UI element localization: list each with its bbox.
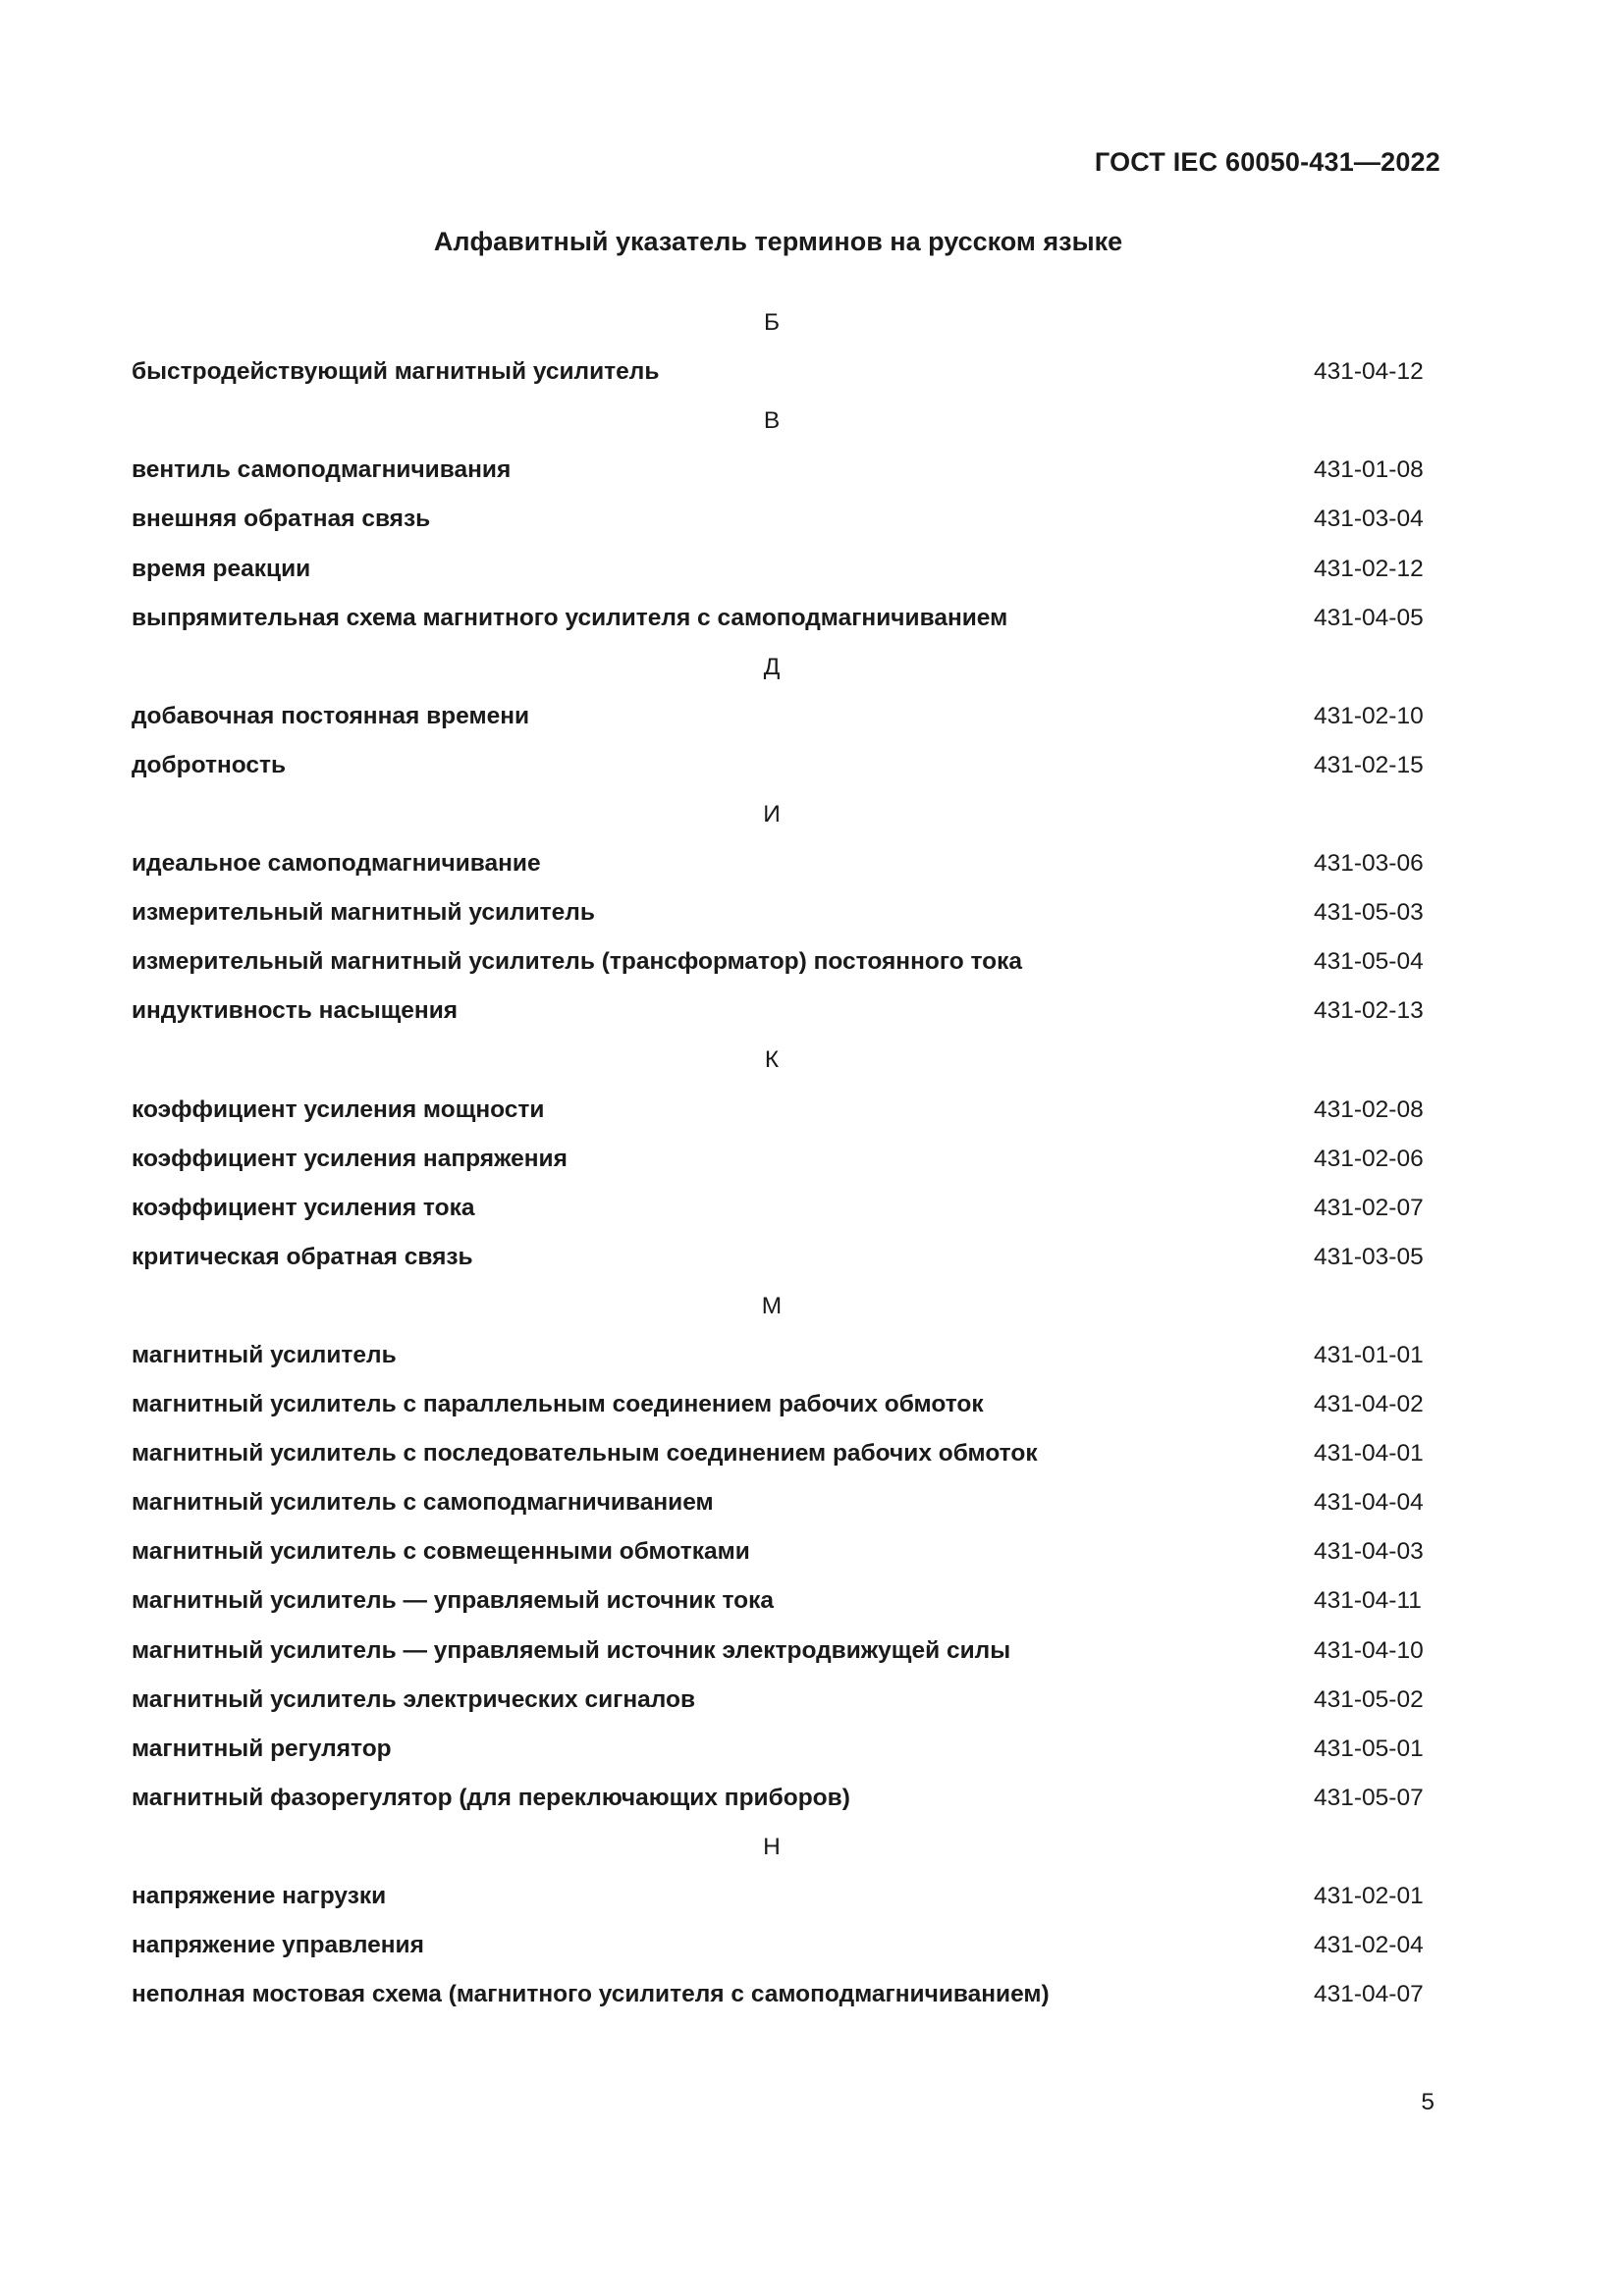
term-name: вентиль самоподмагничивания [132,456,512,484]
term-name: индуктивность насыщения [132,997,459,1025]
page-title: Алфавитный указатель терминов на русском языке [433,227,1123,256]
term-name: магнитный усилитель с совмещенными обмотками [132,1538,750,1566]
term-name: измерительный магнитный усилитель (трансформатор) постоянного тока [132,948,1023,976]
term-name: магнитный регулятор [132,1735,392,1762]
term-code: 431-05-01 [1314,1735,1424,1762]
term-name: напряжение нагрузки [132,1883,387,1910]
index-entry [132,1380,1428,1429]
term-name: быстродействующий магнитный усилитель [132,358,660,386]
term-code: 431-05-02 [1314,1685,1424,1713]
index-entry [132,1676,1428,1725]
term-code: 431-03-06 [1314,850,1424,878]
term-code: 431-04-07 [1314,1981,1424,2008]
term-code: 431-04-03 [1314,1538,1424,1566]
term-name: магнитный усилитель с самоподмагничиванием [132,1489,714,1517]
section-letter: Д [763,653,781,680]
term-code: 431-02-08 [1314,1095,1424,1123]
term-name: коэффициент усиления мощности [132,1095,545,1123]
term-name: магнитный усилитель — управляемый источник тока [132,1587,774,1615]
index-entry [132,1135,1428,1184]
index-entry [132,495,1428,544]
term-name: магнитный усилитель электрических сигналов [132,1685,696,1713]
index-entry [132,1527,1428,1576]
term-code: 431-03-04 [1314,506,1424,533]
term-code: 431-04-05 [1314,604,1424,631]
section-letter: И [763,800,781,828]
section-letter: М [761,1292,783,1319]
index-entry [132,446,1428,495]
term-code: 431-05-03 [1314,899,1424,927]
term-name: время реакции [132,555,311,582]
index-entry [132,1872,1428,1921]
term-name: добавочная постоянная времени [132,702,530,729]
index-entry [132,1086,1428,1135]
term-name: критическая обратная связь [132,1243,473,1270]
term-code: 431-02-07 [1314,1194,1424,1221]
term-code: 431-04-02 [1314,1391,1424,1418]
index-entry [132,1970,1428,2019]
term-code: 431-04-10 [1314,1636,1424,1664]
term-name: коэффициент усиления напряжения [132,1145,568,1172]
index-entry [132,1774,1428,1823]
index-entry [132,1921,1428,1970]
term-name: выпрямительная схема магнитного усилителя с самоподмагничиванием [132,604,1008,631]
term-code: 431-04-04 [1314,1489,1424,1517]
index-entry [132,888,1428,937]
term-code: 431-01-08 [1314,456,1424,484]
index-entry [132,937,1428,987]
index-entry [132,987,1428,1036]
term-name: неполная мостовая схема (магнитного усилителя с самоподмагничиванием) [132,1981,1050,2008]
term-code: 431-02-04 [1314,1932,1424,1959]
index-entry [132,1478,1428,1527]
index-entry [132,1627,1428,1676]
term-code: 431-01-01 [1314,1342,1424,1369]
term-code: 431-02-10 [1314,702,1424,729]
section-letter: Н [763,1833,781,1860]
index-entry [132,839,1428,888]
term-code: 431-02-12 [1314,555,1424,582]
term-index [132,298,1428,2019]
term-code: 431-05-04 [1314,948,1424,976]
index-entry [132,1725,1428,1774]
page-number: 5 [1421,2089,1435,2115]
term-name: магнитный фазорегулятор (для переключающих приборов) [132,1784,850,1811]
index-entry [132,347,1428,397]
term-name: магнитный усилитель с параллельным соединением рабочих обмоток [132,1391,984,1418]
index-entry [132,1233,1428,1282]
term-code: 431-05-07 [1314,1784,1424,1811]
document-id: ГОСТ IEC 60050-431—2022 [1094,147,1440,177]
index-entry [132,692,1428,741]
term-name: магнитный усилитель [132,1342,397,1369]
section-letter: К [764,1046,780,1074]
term-code: 431-02-13 [1314,997,1424,1025]
term-name: внешняя обратная связь [132,506,431,533]
term-name: напряжение управления [132,1932,424,1959]
term-code: 431-02-06 [1314,1145,1424,1172]
index-entry [132,1184,1428,1233]
index-entry [132,1429,1428,1478]
term-code: 431-02-01 [1314,1883,1424,1910]
term-name: добротность [132,751,287,778]
term-name: измерительный магнитный усилитель [132,899,595,927]
term-name: магнитный усилитель — управляемый источник электродвижущей силы [132,1636,1011,1664]
term-code: 431-03-05 [1314,1243,1424,1270]
term-name: идеальное самоподмагничивание [132,850,541,878]
index-entry [132,1576,1428,1626]
index-entry [132,741,1428,790]
section-letter: Б [763,309,781,337]
term-code: 431-04-11 [1314,1587,1422,1615]
section-letter: В [763,407,781,435]
term-code: 431-04-12 [1314,358,1424,386]
term-name: магнитный усилитель с последовательным соединением рабочих обмоток [132,1440,1038,1468]
term-code: 431-04-01 [1314,1440,1424,1468]
term-code: 431-02-15 [1314,751,1424,778]
term-name: коэффициент усиления тока [132,1194,475,1221]
index-entry [132,1331,1428,1380]
index-entry [132,594,1428,643]
index-entry [132,544,1428,593]
